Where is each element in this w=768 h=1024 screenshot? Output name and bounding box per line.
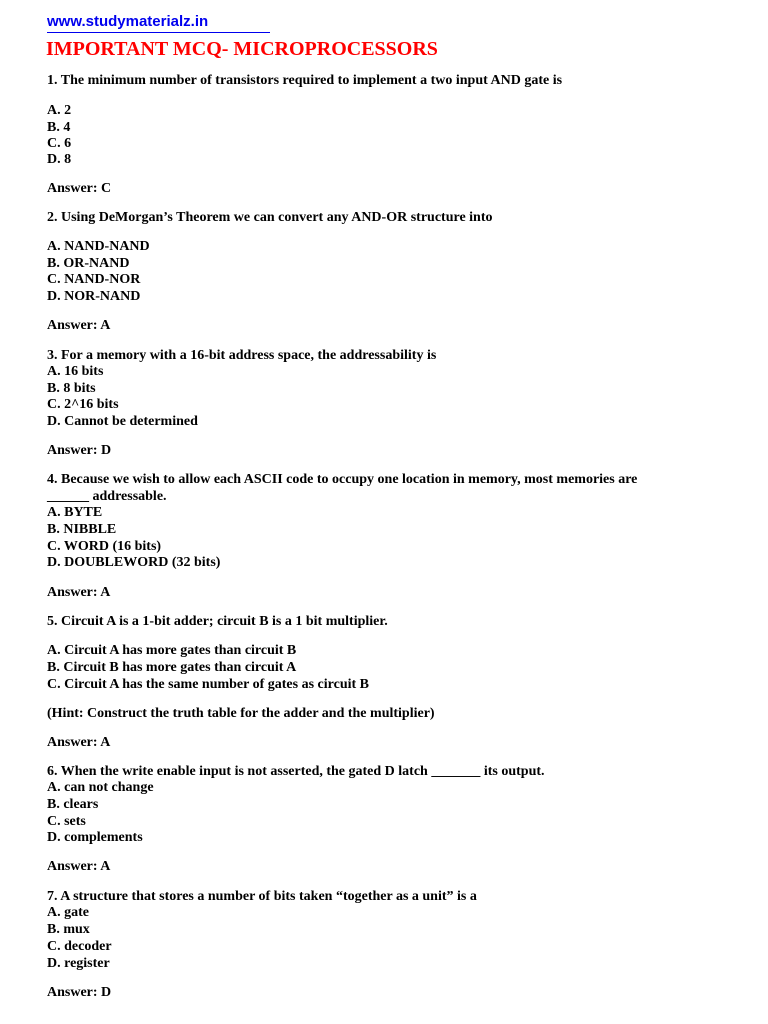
question-4-option-a: A. BYTE [47,505,103,520]
site-link[interactable]: www.studymaterialz.in [47,12,270,33]
question-5-option-c: C. Circuit A has the same number of gates as circuit B [47,677,369,692]
question-4-text-line-1: 4. Because we wish to allow each ASCII code to occupy one location in memory, most memories are [47,472,638,487]
question-2-option-c: C. NAND-NOR [47,272,141,287]
question-7-option-c: C. decoder [47,939,112,954]
question-3-option-a: A. 16 bits [47,364,104,379]
question-5-option-a: A. Circuit A has more gates than circuit B [47,643,297,658]
question-1-option-b: B. 4 [47,120,71,135]
question-1-option-c: C. 6 [47,136,72,151]
question-3-option-b: B. 8 bits [47,381,96,396]
question-4-text-line-2: ______ addressable. [47,489,167,504]
question-7-text: 7. A structure that stores a number of bits taken “together as a unit” is a [47,889,477,904]
question-3-text: 3. For a memory with a 16-bit address space, the addressability is [47,348,437,363]
question-2-option-a: A. NAND-NAND [47,239,150,254]
question-6-option-c: C. sets [47,814,86,829]
question-3-answer: Answer: D [47,443,112,458]
question-3-option-c: C. 2^16 bits [47,397,119,412]
question-7-option-a: A. gate [47,905,89,920]
question-6-answer: Answer: A [47,859,111,874]
question-2-option-b: B. OR-NAND [47,256,130,271]
question-6-text: 6. When the write enable input is not asserted, the gated D latch _______ its output. [47,764,545,779]
question-4-answer: Answer: A [47,585,111,600]
question-5-hint: (Hint: Construct the truth table for the adder and the multiplier) [47,706,435,721]
question-3-option-d: D. Cannot be determined [47,414,198,429]
question-1-option-a: A. 2 [47,103,72,118]
question-7-answer: Answer: D [47,985,112,1000]
question-4-option-c: C. WORD (16 bits) [47,539,162,554]
question-5-answer: Answer: A [47,735,111,750]
question-4-option-d: D. DOUBLEWORD (32 bits) [47,555,221,570]
question-1-text: 1. The minimum number of transistors required to implement a two input AND gate is [47,73,563,88]
question-6-option-a: A. can not change [47,780,154,795]
question-1-answer: Answer: C [47,181,112,196]
question-7-option-b: B. mux [47,922,90,937]
question-2-option-d: D. NOR-NAND [47,289,141,304]
question-1-option-d: D. 8 [47,152,72,167]
page-title: IMPORTANT MCQ- MICROPROCESSORS [46,38,438,60]
question-6-option-b: B. clears [47,797,99,812]
question-2-answer: Answer: A [47,318,111,333]
question-2-text: 2. Using DeMorgan’s Theorem we can convert any AND-OR structure into [47,210,493,225]
question-4-option-b: B. NIBBLE [47,522,117,537]
question-7-option-d: D. register [47,956,110,971]
question-5-option-b: B. Circuit B has more gates than circuit A [47,660,297,675]
question-6-option-d: D. complements [47,830,143,845]
question-5-text: 5. Circuit A is a 1-bit adder; circuit B is a 1 bit multiplier. [47,614,388,629]
